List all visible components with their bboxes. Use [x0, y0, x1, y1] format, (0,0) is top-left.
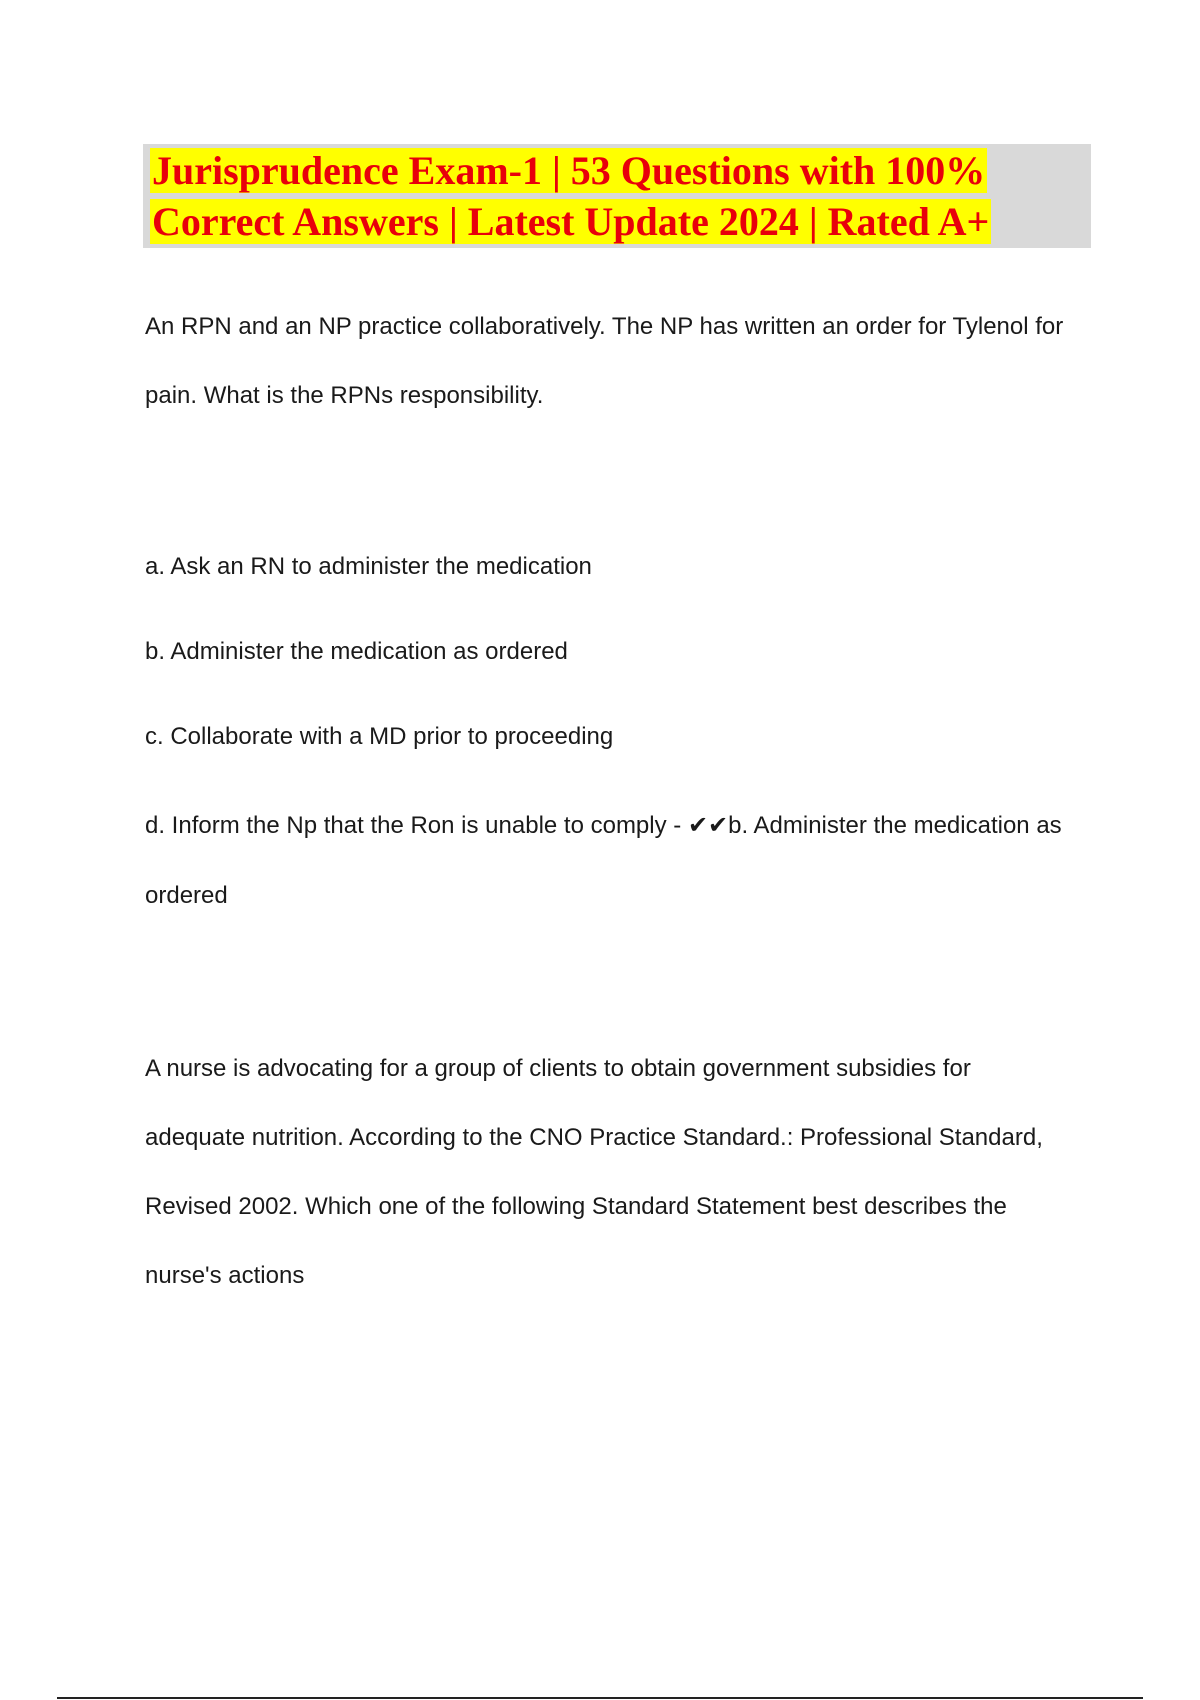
question-1-option-c: c. Collaborate with a MD prior to proceeding — [145, 723, 614, 750]
question-1-option-d-with-answer: d. Inform the Np that the Ron is unable to comply - ✔✔b. Administer the medication as ordered — [145, 812, 1062, 909]
document-title — [150, 145, 1086, 247]
question-1-option-b: b. Administer the medication as ordered — [145, 638, 568, 665]
question-1-prompt: An RPN and an NP practice collaboratively. The NP has written an order for Tylenol for pain. What is the RPNs responsibility. — [145, 313, 1064, 409]
title-highlight: Jurisprudence Exam-1 | 53 Questions with 100% Correct Answers | Latest Update 2024 | Rated A+ — [152, 148, 990, 244]
question-2-prompt: A nurse is advocating for a group of clients to obtain government subsidies for adequate nutrition. According to the CNO Practice Standard.: Professional Standard, Revised 2002. Which one of the following Standard Statement best describes the nurse's actions — [145, 1055, 1043, 1289]
footer-divider — [57, 1697, 1143, 1699]
question-1-option-a: a. Ask an RN to administer the medication — [145, 553, 592, 580]
